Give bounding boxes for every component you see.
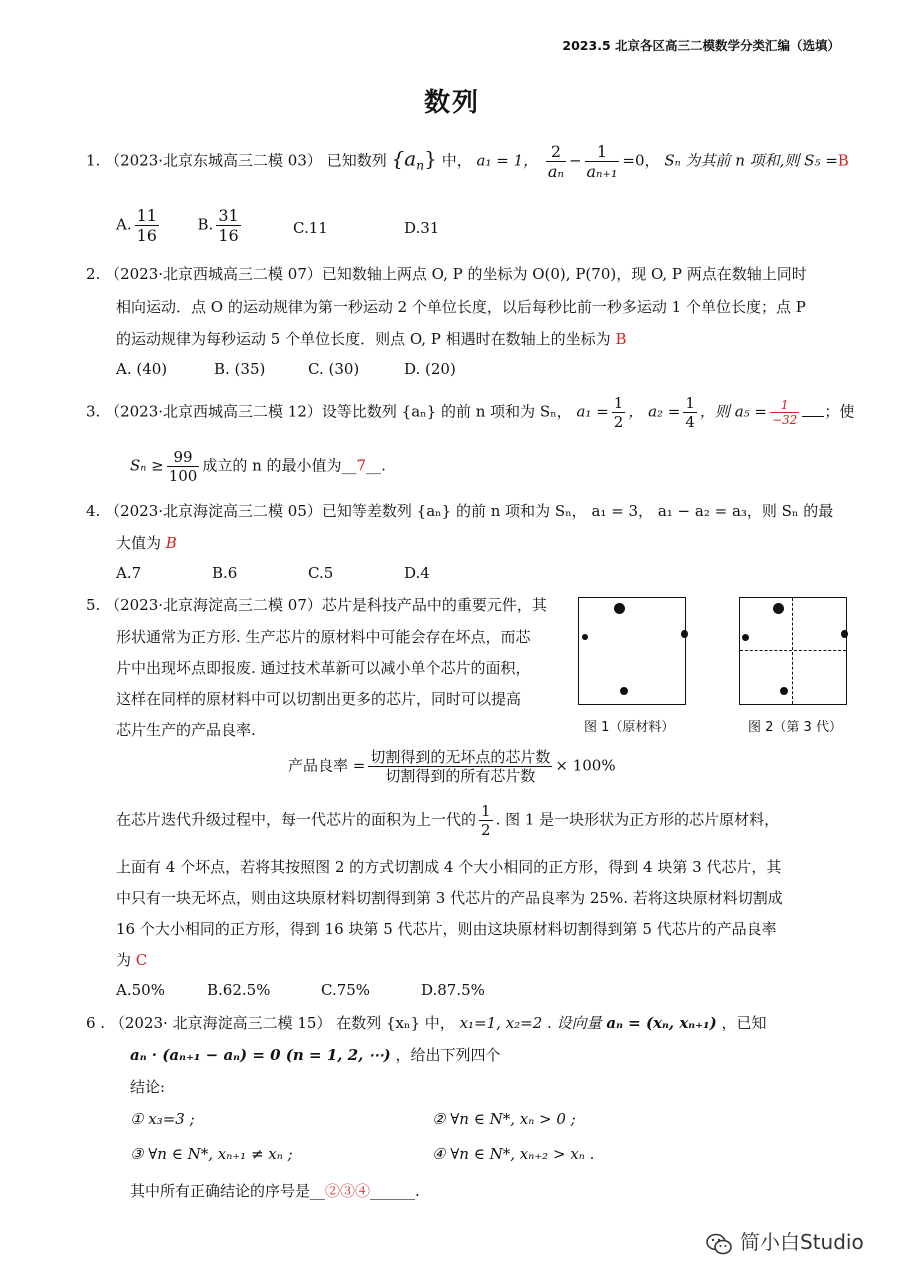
q6-blank-pre: __ <box>310 1182 326 1200</box>
q6-line2-tail: ，给出下列四个 <box>395 1046 501 1064</box>
q3-answer2: 7 <box>356 456 367 475</box>
wechat-icon <box>706 1233 732 1255</box>
q6-blank-post: ______. <box>370 1182 420 1200</box>
q1-source: （2023·北京东城高三二模 03） <box>105 151 322 170</box>
q2-text1: （2023·北京西城高三二模 07）已知数轴上两点 O, P 的坐标为 O(0), P(70)，现 O, P 两点在数轴上同时 <box>105 265 807 283</box>
q1-opt-d: D.31 <box>404 219 440 237</box>
q6-last-line <box>130 1180 420 1201</box>
figure-1-defect <box>582 634 588 640</box>
figure-2-caption: 图 2（第 3 代） <box>748 720 842 735</box>
q5-line4: 这样在同样的原材料中可以切割出更多的芯片，同时可以提高 <box>116 690 522 708</box>
q2-number: 2. <box>86 265 101 283</box>
figure-2-square <box>739 597 847 705</box>
figure-1-defect-large <box>614 603 625 614</box>
q5-para1-frac: $\frac{1}{2}$ <box>481 802 491 839</box>
q1-text-b: 中， <box>441 151 472 170</box>
q6-line3: 结论: <box>130 1078 166 1096</box>
q1-eq0: =0， <box>622 151 660 170</box>
q5-line5: 芯片生产的产品良率. <box>116 721 256 739</box>
q3-a2-frac: $\frac{1}{4}$ <box>685 394 695 431</box>
q2-opt-b: B. (35) <box>214 360 266 378</box>
q6-conclusion-3: ③ ∀n ∈ N*, xₙ₊₁ ≠ xₙ ; <box>130 1145 293 1163</box>
q5-opt-b: B.62.5% <box>207 981 271 999</box>
q3-line2 <box>130 448 386 485</box>
figure-2-defect <box>780 687 788 695</box>
q1-minus: − <box>568 151 582 170</box>
q3-ineq-frac: $\frac{99}{100}$ <box>168 448 198 485</box>
q6-line2 <box>130 1044 500 1065</box>
watermark <box>706 1226 864 1255</box>
page-header: 2023.5 北京各区高三二模数学分类汇编（选填） <box>562 38 840 53</box>
figure-2-defect <box>742 634 749 641</box>
q1-opt-b-label: B. <box>197 215 214 234</box>
q6-text-a: （2023· 北京海淀高三二模 15） 在数列 {xₙ} 中， <box>109 1014 455 1032</box>
q4-opt-a: A.7 <box>116 564 142 582</box>
q3-tail: ；使 <box>824 402 855 421</box>
q2-opt-d: D. (20) <box>404 360 456 378</box>
q6-line1 <box>86 1012 767 1033</box>
q3-a2: ， a₂ = <box>628 402 681 421</box>
q1-text-a: 已知数列 <box>326 151 387 170</box>
q1-opt-a: $\frac{11}{16}$ <box>136 206 157 246</box>
q1-opt-c: C.11 <box>293 219 328 237</box>
q6-conclusion-4: ④ ∀n ∈ N*, xₙ₊₂ > xₙ . <box>432 1145 595 1163</box>
page-title: 数列 <box>423 88 480 118</box>
q4-answer: B <box>165 534 177 552</box>
watermark-text: 简小白Studio <box>740 1230 864 1254</box>
figure-2-defect <box>841 630 848 638</box>
figure-2-defect-large <box>773 603 784 614</box>
q3-blank-post: __. <box>366 456 386 475</box>
q4-number: 4. <box>86 502 101 520</box>
q5-formula-frac: $\frac{\text{切割得到的无坏点的芯片数}}{\text{切割得到的所有芯片数}}$ <box>370 748 551 785</box>
q5-para2: 上面有 4 个坏点，若将其按照图 2 的方式切割成 4 个大小相同的正方形，得到 4 块第 3 代芯片，其 <box>116 858 782 876</box>
q5-para5 <box>116 949 147 970</box>
q5-line2: 形状通常为正方形. 生产芯片的原材料中可能会存在坏点，而芯 <box>116 628 531 646</box>
q6-conclusion-1: ① x₃=3 ; <box>130 1110 195 1128</box>
q1-number: 1. <box>86 151 101 170</box>
q1-line <box>86 142 849 181</box>
q1-frac1: $\frac{2}{\text{aₙ}}$ <box>547 142 564 182</box>
q3-a1-frac: $\frac{1}{2}$ <box>613 394 624 431</box>
q4-opt-c: C.5 <box>308 564 334 582</box>
q1-frac2: $\frac{1}{\text{aₙ₊₁}}$ <box>586 142 618 182</box>
q1-seq-sub: n <box>416 157 425 173</box>
q1-opt-b: $\frac{31}{16}$ <box>218 206 239 246</box>
q5-para3: 中只有一块无坏点，则由这块原材料切割得到第 3 代芯片的产品良率为 25%. 若将这块原材料切割成 <box>116 889 783 907</box>
q5-line3: 片中出现坏点即报废. 通过技术革新可以减小单个芯片的面积， <box>116 659 531 677</box>
figure-1-square <box>578 597 686 705</box>
q1-sn: Sₙ 为其前 n 项和,则 S₅ = <box>664 151 838 170</box>
q4-opt-d: D.4 <box>404 564 430 582</box>
q5-para1-a: 在芯片迭代升级过程中，每一代芯片的面积为上一代的 <box>116 810 477 829</box>
q4-line1 <box>86 500 833 521</box>
q3-text-a: （2023·北京西城高三二模 12）设等比数列 {aₙ} 的前 n 项和为 Sₙ， <box>105 402 572 421</box>
q4-text1: （2023·北京海淀高三二模 05）已知等差数列 {aₙ} 的前 n 项和为 Sₙ， a₁ = 3， a₁ − a₂ = a₃，则 Sₙ 的最 <box>105 502 834 520</box>
q5-line1 <box>86 594 547 615</box>
q1-opt-a-label: A. <box>116 215 132 234</box>
q1-options <box>116 206 244 245</box>
q5-answer: C <box>135 951 148 969</box>
q3-a1: a₁ = <box>576 402 609 421</box>
q2-opt-a: A. (40) <box>116 360 168 378</box>
q6-vector: aₙ = (xₙ, xₙ₊₁) <box>606 1014 717 1032</box>
q5-formula <box>288 748 616 785</box>
q5-text1: （2023·北京海淀高三二模 07）芯片是科技产品中的重要元件，其 <box>105 596 547 614</box>
q3-line1 <box>86 394 854 431</box>
figure-2-cut-horizontal <box>740 650 846 651</box>
q2-line1 <box>86 263 807 284</box>
q4-opt-b: B.6 <box>212 564 238 582</box>
q1-seq: {a <box>391 146 417 171</box>
q2-line2: 相向运动．点 O 的运动规律为第一秒运动 2 个单位长度，以后每秒比前一秒多运动 1 个单位长度；点 P <box>116 298 806 316</box>
q2-line3 <box>116 328 626 349</box>
q2-answer: B <box>615 330 627 348</box>
q4-text2: 大值为 <box>116 534 162 552</box>
q5-opt-c: C.75% <box>321 981 371 999</box>
q1-seq-close: } <box>424 146 437 171</box>
q3-number: 3. <box>86 402 101 421</box>
q1-cond1: a₁ = 1， <box>476 151 539 170</box>
q5-formula-tail: × 100% <box>555 756 616 775</box>
q6-last-text: 其中所有正确结论的序号是 <box>130 1182 311 1200</box>
q5-para1-b: . 图 1 是一块形状为正方形的芯片原材料， <box>495 810 780 829</box>
figure-1-caption: 图 1（原材料） <box>584 720 675 735</box>
q6-number: 6 . <box>86 1014 106 1032</box>
q5-opt-a: A.50% <box>116 981 165 999</box>
q4-line2 <box>116 532 177 553</box>
q5-para4: 16 个大小相同的正方形，得到 16 块第 5 代芯片，则由这块原材料切割得到第 5 代芯片的产品良率 <box>116 920 777 938</box>
q5-para1 <box>116 802 779 839</box>
figure-1-defect <box>681 630 688 638</box>
q6-text-b: x₁=1, x₂=2 . 设向量 <box>459 1014 602 1032</box>
q5-formula-label: 产品良率 = <box>288 756 366 775</box>
q3-text-b: 成立的 n 的最小值为 <box>202 456 342 475</box>
q3-a5: ，则 a₅ = <box>699 402 767 421</box>
q6-vector-eq: aₙ · (aₙ₊₁ − aₙ) = 0 (n = 1, 2, ⋯) <box>130 1046 391 1064</box>
q5-para5-text: 为 <box>116 951 132 969</box>
q5-opt-d: D.87.5% <box>421 981 485 999</box>
q3-blank-pre: __ <box>341 456 357 475</box>
q3-answer1: $\frac{1}{-32}$ <box>771 397 798 427</box>
q6-text-c: ，已知 <box>721 1014 767 1032</box>
figure-2-cut-vertical <box>792 598 793 704</box>
q2-text3: 的运动规律为每秒运动 5 个单位长度．则点 O, P 相遇时在数轴上的坐标为 <box>116 330 611 348</box>
q1-answer: B <box>837 151 849 170</box>
q2-opt-c: C. (30) <box>308 360 360 378</box>
q3-sn: Sₙ ≥ <box>130 456 164 475</box>
figure-1-defect <box>620 687 628 695</box>
q6-answer: ②③④ <box>325 1182 371 1200</box>
q5-number: 5. <box>86 596 101 614</box>
q6-conclusion-2: ② ∀n ∈ N*, xₙ > 0 ; <box>432 1110 576 1128</box>
